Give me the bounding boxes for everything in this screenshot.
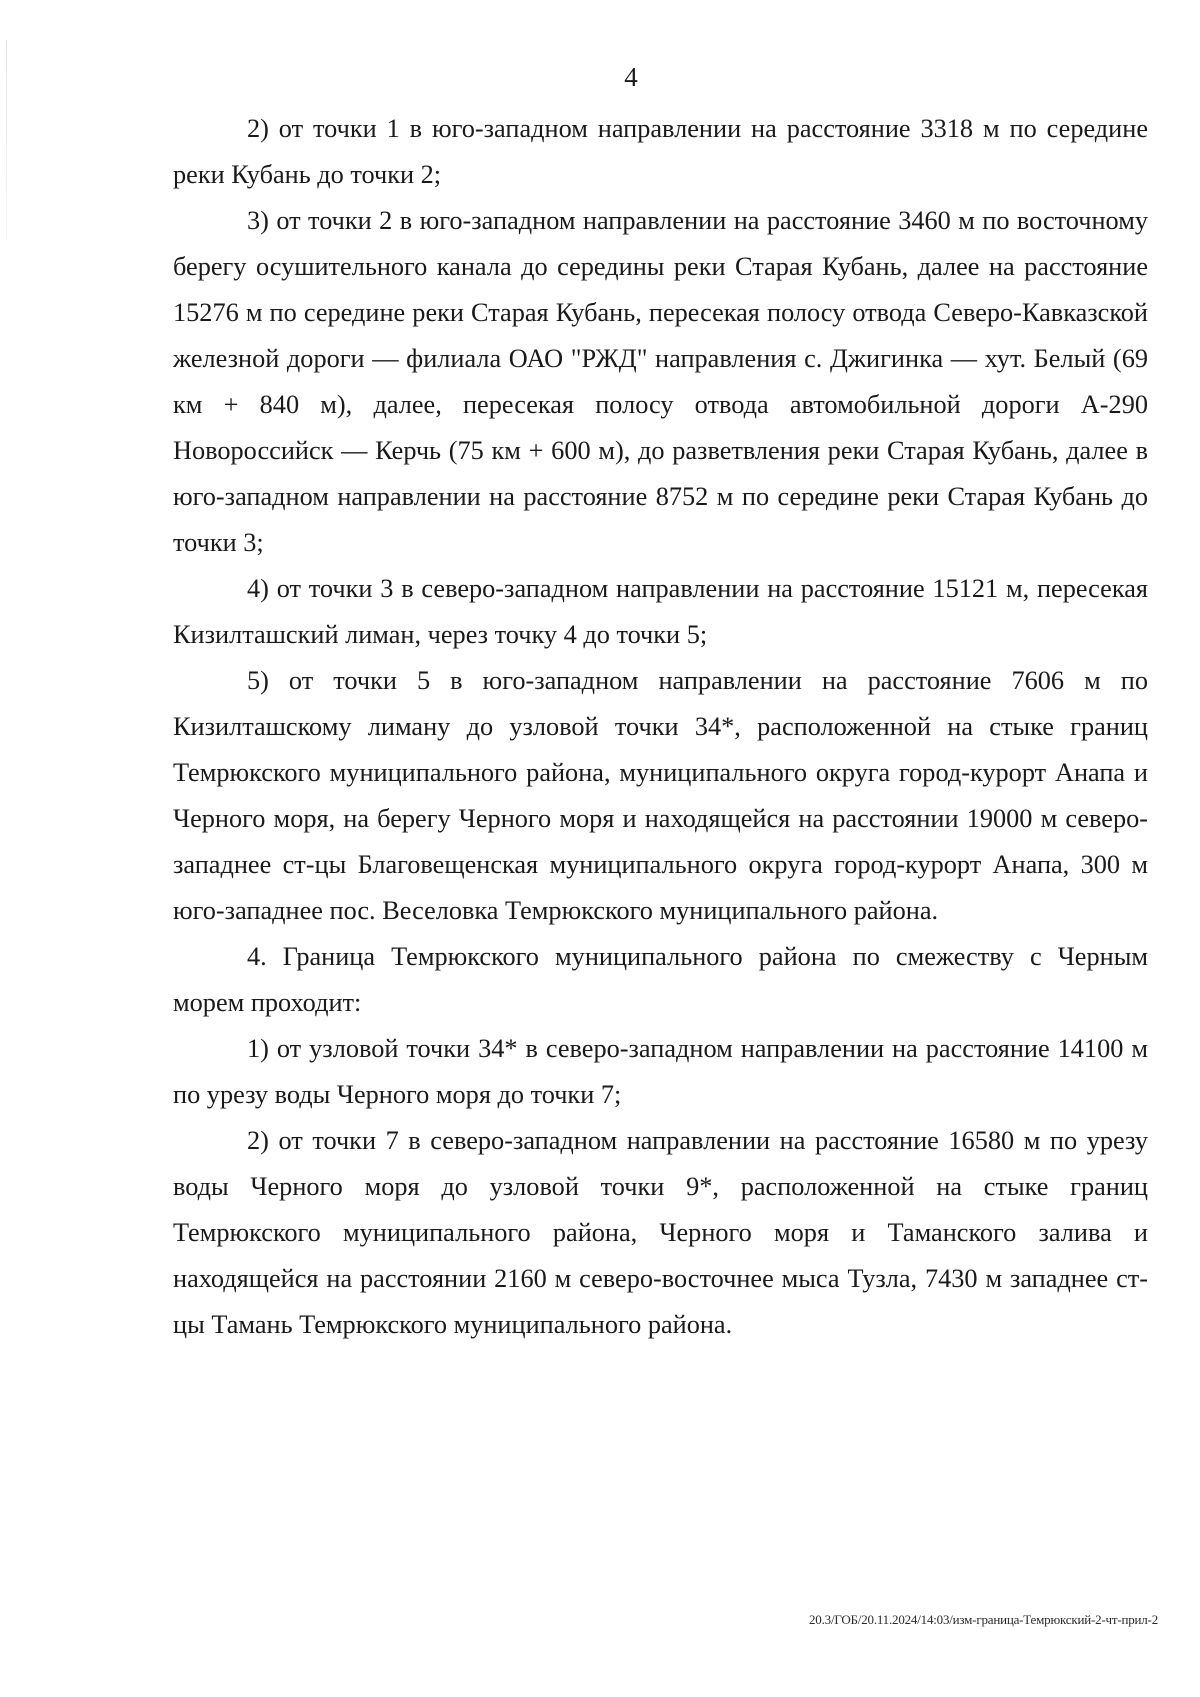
paragraph-point-3: 3) от точки 2 в юго-западном направлении на расстояние 3460 м по восточному берегу осушительного канала до середины реки Старая Кубань, далее на расстояние 15276 м по середине реки Старая Кубань, пересекая полосу отвода Северо-Кавказской железной дороги — филиала ОАО "РЖД" направления с. Джигинка — хут. Белый (69 км + 840 м), далее, пересекая полосу отвода автомобильной дороги А-290 Новороссийск — Керчь (75 км + 600 м), до разветвления реки Старая Кубань, далее в юго-западном направлении на расстояние 8752 м по середине реки Старая Кубань до точки 3; [173, 206, 1148, 557]
page-number: 4 [624, 62, 638, 92]
paragraph-point-2: 2) от точки 1 в юго-западном направлении на расстояние 3318 м по середине реки Кубань до точки 2; [173, 114, 1148, 189]
paragraph-section-4-point-1: 1) от узловой точки 34* в северо-западном направлении на расстояние 14100 м по урезу воды Черного моря до точки 7; [173, 1034, 1148, 1109]
document-body [173, 106, 1148, 1348]
paragraph-point-4: 4) от точки 3 в северо-западном направлении на расстояние 15121 м, пересекая Кизилташский лиман, через точку 4 до точки 5; [173, 574, 1148, 649]
document-footer-code: 20.3/ГОБ/20.11.2024/14:03/изм-граница-Темрюкский-2-чт-прил-2 [809, 1612, 1158, 1627]
paragraph-point-5: 5) от точки 5 в юго-западном направлении на расстояние 7606 м по Кизилташскому лиману до узловой точки 34*, расположенной на стыке границ Темрюкского муниципального района, муниципального округа город-курорт Анапа и Черного моря, на берегу Черного моря и находящейся на расстоянии 19000 м северо-западнее ст-цы Благовещенская муниципального округа город-курорт Анапа, 300 м юго-западнее пос. Веселовка Темрюкского муниципального района. [173, 666, 1148, 925]
paragraph-section-4-heading: 4. Граница Темрюкского муниципального района по смежеству с Черным морем проходит: [173, 942, 1148, 1017]
paragraph-section-4-point-2: 2) от точки 7 в северо-западном направлении на расстояние 16580 м по урезу воды Черного моря до узловой точки 9*, расположенной на стыке границ Темрюкского муниципального района, Черного моря и Таманского залива и находящейся на расстоянии 2160 м северо-восточнее мыса Тузла, 7430 м западнее ст-цы Тамань Темрюкского муниципального района. [173, 1126, 1148, 1339]
